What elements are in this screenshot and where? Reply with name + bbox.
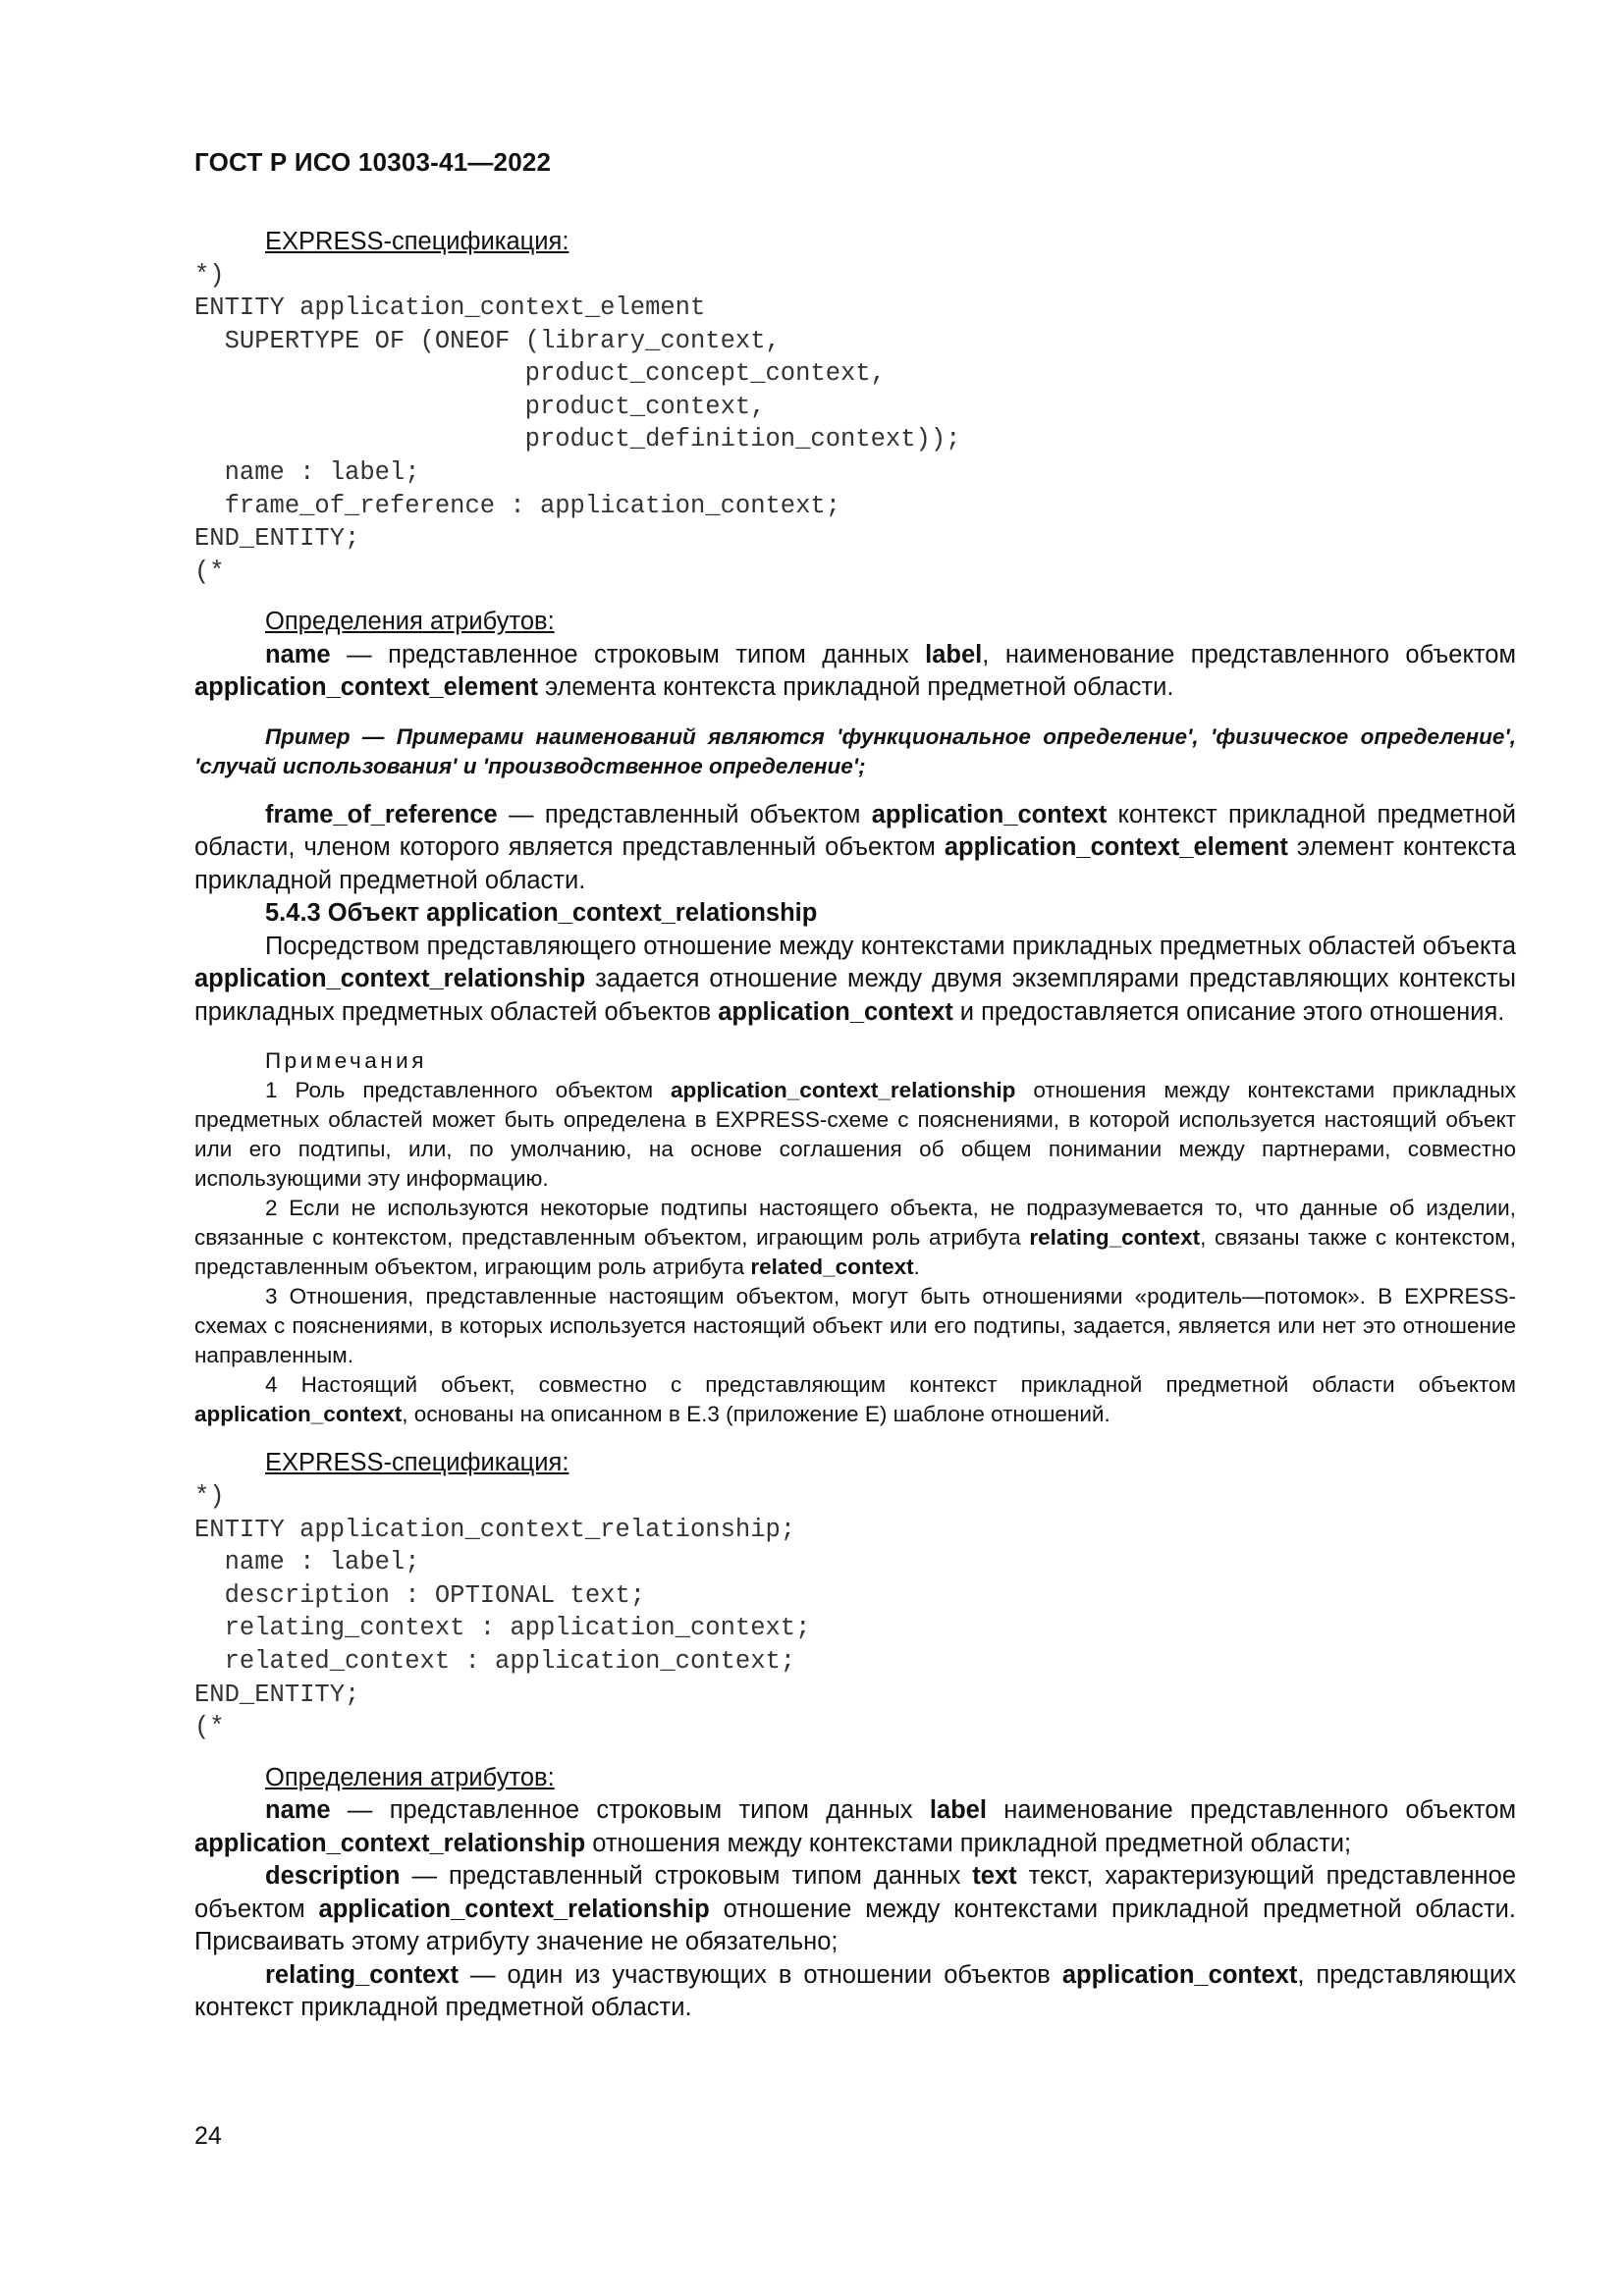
attr-term: description [265,1862,401,1891]
attr-term: frame_of_reference [265,800,498,828]
text-run: отношения между контекстами прикладных предметных областей может быть определена в EXPRESS-схеме с пояснениями, в которой используется настоящий объект или его подтипы, или, по умолчанию, на основе соглашения об общем понимании между партнерами, совместно использующими эту информацию. [194,1078,1516,1192]
code-line: SUPERTYPE OF (ONEOF (library_context, [194,326,781,355]
code-line: related_context : application_context; [194,1646,796,1676]
text-run: , представляющих контекст прикладной предметной области. [194,1960,1517,2022]
entity-ref: application_context_relationship [194,965,586,993]
note-3: 3 Отношения, представленные настоящим объектом, могут быть отношениями «родитель—потомок». В EXPRESS-схемах с пояснениями, в которых используется настоящий объект или его подтипы, задается, является или нет это отношение направленным. [194,1284,1516,1368]
entity-ref: application_context_relationship [194,1829,586,1857]
attr-definition-description [194,1860,1516,1959]
document-body [194,226,1516,2025]
code-line: product_definition_context)); [194,425,961,454]
code-line: ENTITY application_context_relationship; [194,1515,796,1544]
entity-ref: application_context_relationship [671,1078,1016,1103]
text-run: 2 Если не используются некоторые подтипы настоящего объекта, не подразумевается то, что данные об изделии, связанные с контекстом, представленным объектом, играющим роль атрибута [194,1196,1516,1251]
code-line: product_context, [194,392,766,421]
attr-definition-name [194,1794,1516,1860]
code-line: *) [194,1481,225,1511]
entity-ref: application_context [871,800,1108,828]
code-line: name : label; [194,1548,420,1577]
code-line: name : label; [194,458,420,488]
code-line: relating_context : application_context; [194,1614,811,1643]
text-run: и предоставляется описание этого отношения. [952,997,1505,1026]
attr-term: name [265,1796,331,1825]
attr-ref: related_context [750,1255,914,1280]
express-spec-label-text: EXPRESS-спецификация: [265,1449,569,1477]
entity-ref: application_context_relationship [318,1895,710,1923]
text-run: — один из участвующих в отношении объектов [458,1960,1062,1989]
attr-definition-frame-of-reference [194,799,1516,898]
section-intro [194,931,1516,1030]
text-run: контекст прикладной предметной области, членом которого является представленный объектом [194,800,1516,862]
code-line: product_concept_context, [194,359,886,389]
text-run: — представленный объектом [497,800,872,828]
attr-term: name [265,640,331,668]
attr-definitions-label [194,606,1516,639]
express-code-block-2 [194,1480,1516,1744]
text-run: 1 Роль представленного объектом [265,1078,672,1103]
code-line: (* [194,1713,225,1742]
attr-ref: relating_context [1029,1225,1201,1251]
attr-term: relating_context [265,1960,459,1989]
entity-ref: application_context [1061,1960,1298,1989]
text-run: — представленный строковым типом данных [400,1862,973,1891]
code-line: (* [194,557,225,586]
text-run: элемент контекста прикладной предметной области. [194,833,1516,894]
note-2 [194,1194,1516,1282]
attr-definitions-label-text: Определения атрибутов: [265,1763,555,1791]
text-run: , основаны на описанном в E.3 (приложение E) шаблоне отношений. [402,1402,1110,1427]
entity-ref: application_context_element [194,673,539,702]
entity-ref: application_context_element [944,833,1288,862]
type-ref: text [972,1862,1017,1891]
attr-definitions-label-text: Определения атрибутов: [265,608,555,636]
entity-ref: application_context [194,1402,403,1427]
text-run: , наименование представленного объектом [982,640,1516,668]
type-ref: label [925,640,983,668]
code-line: END_ENTITY; [194,524,360,554]
attr-definition-name [194,639,1516,705]
note-4 [194,1370,1516,1429]
document-header: ГОСТ Р ИСО 10303-41—2022 [194,147,552,177]
text-run: Посредством представляющего отношение между контекстами прикладных предметных областей объекта [265,932,1516,960]
express-spec-label-text: EXPRESS-спецификация: [265,228,569,255]
express-spec-label [194,1447,1516,1480]
code-line: ENTITY application_context_element [194,294,706,323]
code-line: description : OPTIONAL text; [194,1580,646,1610]
type-ref: label [929,1796,987,1825]
notes-label: Примечания [265,1048,427,1074]
text-run: — представленное строковым типом данных [330,1796,930,1825]
code-line: frame_of_reference : application_context; [194,491,841,520]
text-run: элемента контекста прикладной предметной области. [538,673,1174,702]
text-run: , связаны также с контекстом, представленным объектом, играющим роль атрибута [194,1225,1517,1280]
entity-ref: application_context [718,997,953,1026]
attr-definition-relating-context [194,1959,1516,2025]
text-run: отношение между контекстами прикладной предметной области. Присваивать этому атрибуту значение не обязательно; [194,1895,1516,1956]
attr-definitions-label [194,1762,1516,1795]
text-run: 4 Настоящий объект, совместно с представляющим контекст прикладной предметной области объектом [265,1372,1516,1398]
code-line: END_ENTITY; [194,1680,360,1709]
text-run: отношения между контекстами прикладной предметной области; [585,1829,1352,1857]
text-run: — представленное строковым типом данных [330,640,926,668]
text-run: текст, характеризующий представленное объектом [194,1862,1517,1923]
page-number: 24 [194,2122,222,2150]
express-spec-label [194,226,1516,259]
text-run: наименование представленного объектом [986,1796,1517,1825]
note-1 [194,1076,1516,1194]
text-run: задается отношение между двумя экземплярами представляющих контексты прикладных предметных областей объектов [194,965,1516,1026]
section-heading: 5.4.3 Объект application_context_relationship [265,899,818,928]
code-line: *) [194,260,225,290]
text-run: . [913,1255,920,1280]
express-code-block-1 [194,259,1516,589]
example-note: Пример — Примерами наименований являются 'функциональное определение', 'физическое определение', 'случай использования' и 'производственное определение'; [194,723,1516,778]
